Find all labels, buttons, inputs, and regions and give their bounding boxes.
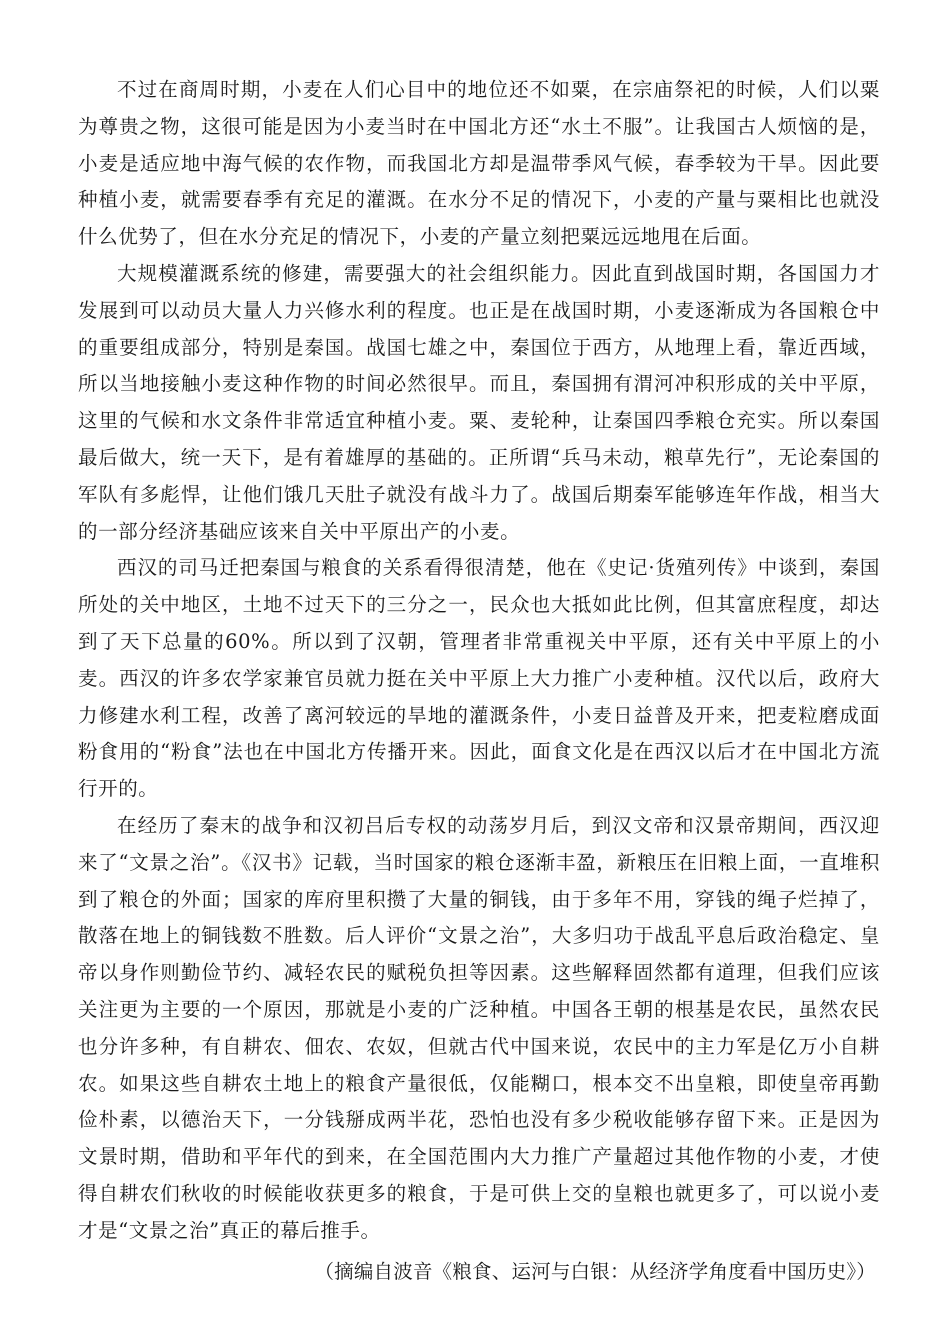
source-citation: （摘编自波音《粮食、运河与白银：从经济学角度看中国历史》） xyxy=(314,1259,876,1283)
paragraph-3: 西汉的司马迁把秦国与粮食的关系看得很清楚，他在《史记·货殖列传》中谈到，秦国所处的关中地区，土地不过天下的三分之一，民众也大抵如此比例，但其富庶程度，却达到了天下总量的60%。所以到了汉朝，管理者非常重视关中平原，还有关中平原上的小麦。西汉的许多农学家兼官员就力挺在关中平原上大力推广小麦种植。汉代以后，政府大力修建水利工程，改善了离河较远的旱地的灌溉条件，小麦日益普及开来，把麦粒磨成面粉食用的“粉食”法也在中国北方传播开来。因此，面食文化是在西汉以后才在中国北方流行开的。 xyxy=(78,556,880,801)
paragraph-4: 在经历了秦末的战争和汉初吕后专权的动荡岁月后，到汉文帝和汉景帝期间，西汉迎来了“文景之治”。《汉书》记载，当时国家的粮仓逐渐丰盈，新粮压在旧粮上面，一直堆积到了粮仓的外面；国家的库府里积攒了大量的铜钱，由于多年不用，穿钱的绳子烂掉了，散落在地上的铜钱数不胜数。后人评价“文景之治”，大多归功于战乱平息后政治稳定、皇帝以身作则勤俭节约、减轻农民的赋税负担等因素。这些解释固然都有道理，但我们应该关注更为主要的一个原因，那就是小麦的广泛种植。中国各王朝的根基是农民，虽然农民也分许多种，有自耕农、佃农、农奴，但就古代中国来说，农民中的主力军是亿万小自耕农。如果这些自耕农土地上的粮食产量很低，仅能糊口，根本交不出皇粮，即使皇帝再勤俭朴素，以德治天下，一分钱掰成两半花，恐怕也没有多少税收能够存留下来。正是因为文景时期，借助和平年代的到来，在全国范围内大力推广产量超过其他作物的小麦，才使得自耕农们秋收的时候能收获更多的粮食，于是可供上交的皇粮也就更多了，可以说小麦才是“文景之治”真正的幕后推手。 xyxy=(78,813,880,1242)
document-page xyxy=(78,72,880,1290)
paragraph-1: 不过在商周时期，小麦在人们心目中的地位还不如粟，在宗庙祭祀的时候，人们以粟为尊贵之物，这很可能是因为小麦当时在中国北方还“水土不服”。让我国古人烦恼的是，小麦是适应地中海气候的农作物，而我国北方却是温带季风气候，春季较为干旱。因此要种植小麦，就需要春季有充足的灌溉。在水分不足的情况下，小麦的产量与粟相比也就没什么优势了，但在水分充足的情况下，小麦的产量立刻把粟远远地甩在后面。 xyxy=(78,78,880,249)
paragraph-2: 大规模灌溉系统的修建，需要强大的社会组织能力。因此直到战国时期，各国国力才发展到可以动员大量人力兴修水利的程度。也正是在战国时期，小麦逐渐成为各国粮仓中的重要组成部分，特别是秦国。战国七雄之中，秦国位于西方，从地理上看，靠近西域，所以当地接触小麦这种作物的时间必然很早。而且，秦国拥有渭河冲积形成的关中平原，这里的气候和水文条件非常适宜种植小麦。粟、麦轮种，让秦国四季粮仓充实。所以秦国最后做大，统一天下，是有着雄厚的基础的。正所谓“兵马未动，粮草先行”，无论秦国的军队有多彪悍，让他们饿几天肚子就没有战斗力了。战国后期秦军能够连年作战，相当大的一部分经济基础应该来自关中平原出产的小麦。 xyxy=(78,261,880,543)
